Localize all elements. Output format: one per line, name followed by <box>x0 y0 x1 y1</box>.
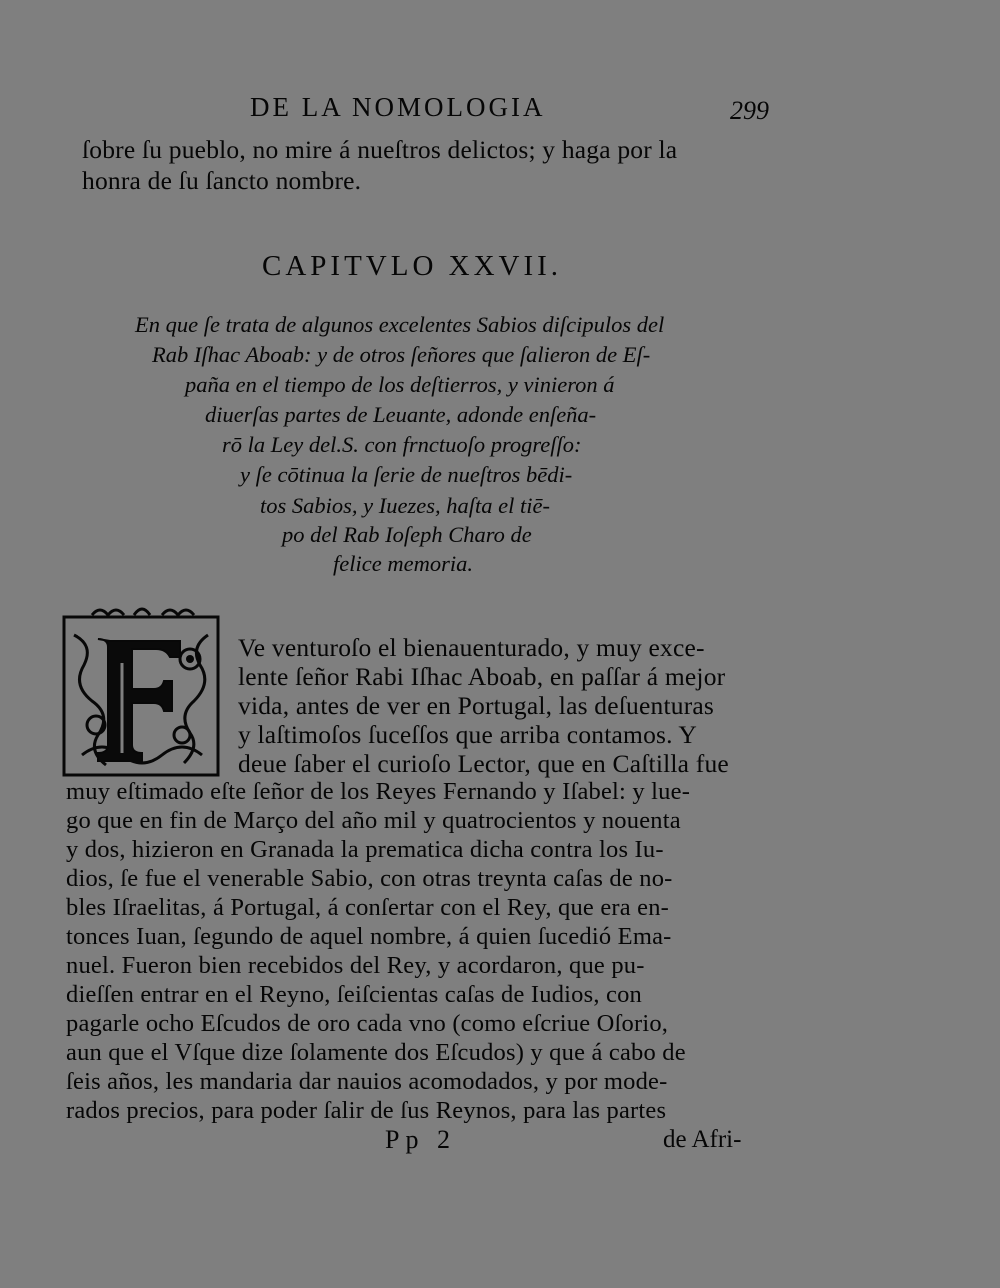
signature-mark: Pp 2 <box>385 1125 456 1154</box>
summary-line: En que ſe trata de algunos excelentes Sabios diſcipulos del <box>135 312 665 337</box>
body-line: lente ſeñor Rabi Iſhac Aboab, en paſſar á mejor <box>238 662 726 691</box>
body-line: y laſtimoſos ſuceſſos que arriba contamos. Y <box>238 720 697 749</box>
body-line: dios, ſe fue el venerable Sabio, con otras treynta caſas de no- <box>66 865 673 892</box>
summary-line: rō la Ley del.S. con frnctuoſo progreſſo: <box>222 432 582 457</box>
body-line: rados precios, para poder ſalir de ſus Reynos, para las partes <box>66 1097 667 1124</box>
summary-line: po del Rab Ioſeph Charo de <box>282 522 532 547</box>
body-line: vida, antes de ver en Portugal, las deſuenturas <box>238 691 715 720</box>
body-line: muy eſtimado eſte ſeñor de los Reyes Fernando y Iſabel: y lue- <box>66 778 691 805</box>
summary-line: felice memoria. <box>333 551 473 576</box>
body-line: nuel. Fueron bien recebidos del Rey, y acordaron, que pu- <box>66 952 645 979</box>
carryover-line-1: ſobre ſu pueblo, no mire á nueſtros delictos; y haga por la <box>82 135 678 164</box>
summary-line: paña en el tiempo de los deſtierros, y vinieron á <box>185 372 615 397</box>
summary-line: Rab Iſhac Aboab: y de otros ſeñores que ſalieron de Eſ- <box>152 342 651 367</box>
summary-line: tos Sabios, y Iuezes, haſta el tiē- <box>260 493 550 518</box>
body-line: ſeis años, les mandaria dar nauios acomodados, y por mode- <box>66 1068 668 1095</box>
body-line: tonces Iuan, ſegundo de aquel nombre, á quien ſucedió Ema- <box>66 923 672 950</box>
summary-line: diuerſas partes de Leuante, adonde enſeña- <box>205 402 597 427</box>
body-line: aun que el Vſque dize ſolamente dos Eſcudos) y que á cabo de <box>66 1039 686 1066</box>
catchword: de Afri- <box>663 1126 742 1153</box>
body-line: dieſſen entrar en el Reyno, ſeiſcientas caſas de Iudios, con <box>66 981 642 1008</box>
carryover-line-2: honra de ſu ſancto nombre. <box>82 166 362 195</box>
body-line: pagarle ocho Eſcudos de oro cada vno (como eſcriue Oſorio, <box>66 1010 669 1037</box>
body-line: Ve venturoſo el bienauenturado, y muy exce- <box>238 633 705 662</box>
body-line: y dos, hizieron en Granada la prematica dicha contra los Iu- <box>66 836 664 863</box>
body-line: deue ſaber el curioſo Lector, que en Caſtilla fue <box>238 749 729 778</box>
ornamental-initial-f-icon <box>62 605 222 777</box>
page-number: 299 <box>730 96 769 125</box>
running-head: DE LA NOMOLOGIA <box>250 92 546 122</box>
chapter-title: CAPITVLO XXVII. <box>262 250 563 282</box>
body-line: bles Iſraelitas, á Portugal, á conſertar con el Rey, que era en- <box>66 894 670 921</box>
summary-line: y ſe cōtinua la ſerie de nueſtros bēdi- <box>240 462 573 487</box>
body-line: go que en fin de Março del año mil y quatrocientos y nouenta <box>66 807 681 834</box>
